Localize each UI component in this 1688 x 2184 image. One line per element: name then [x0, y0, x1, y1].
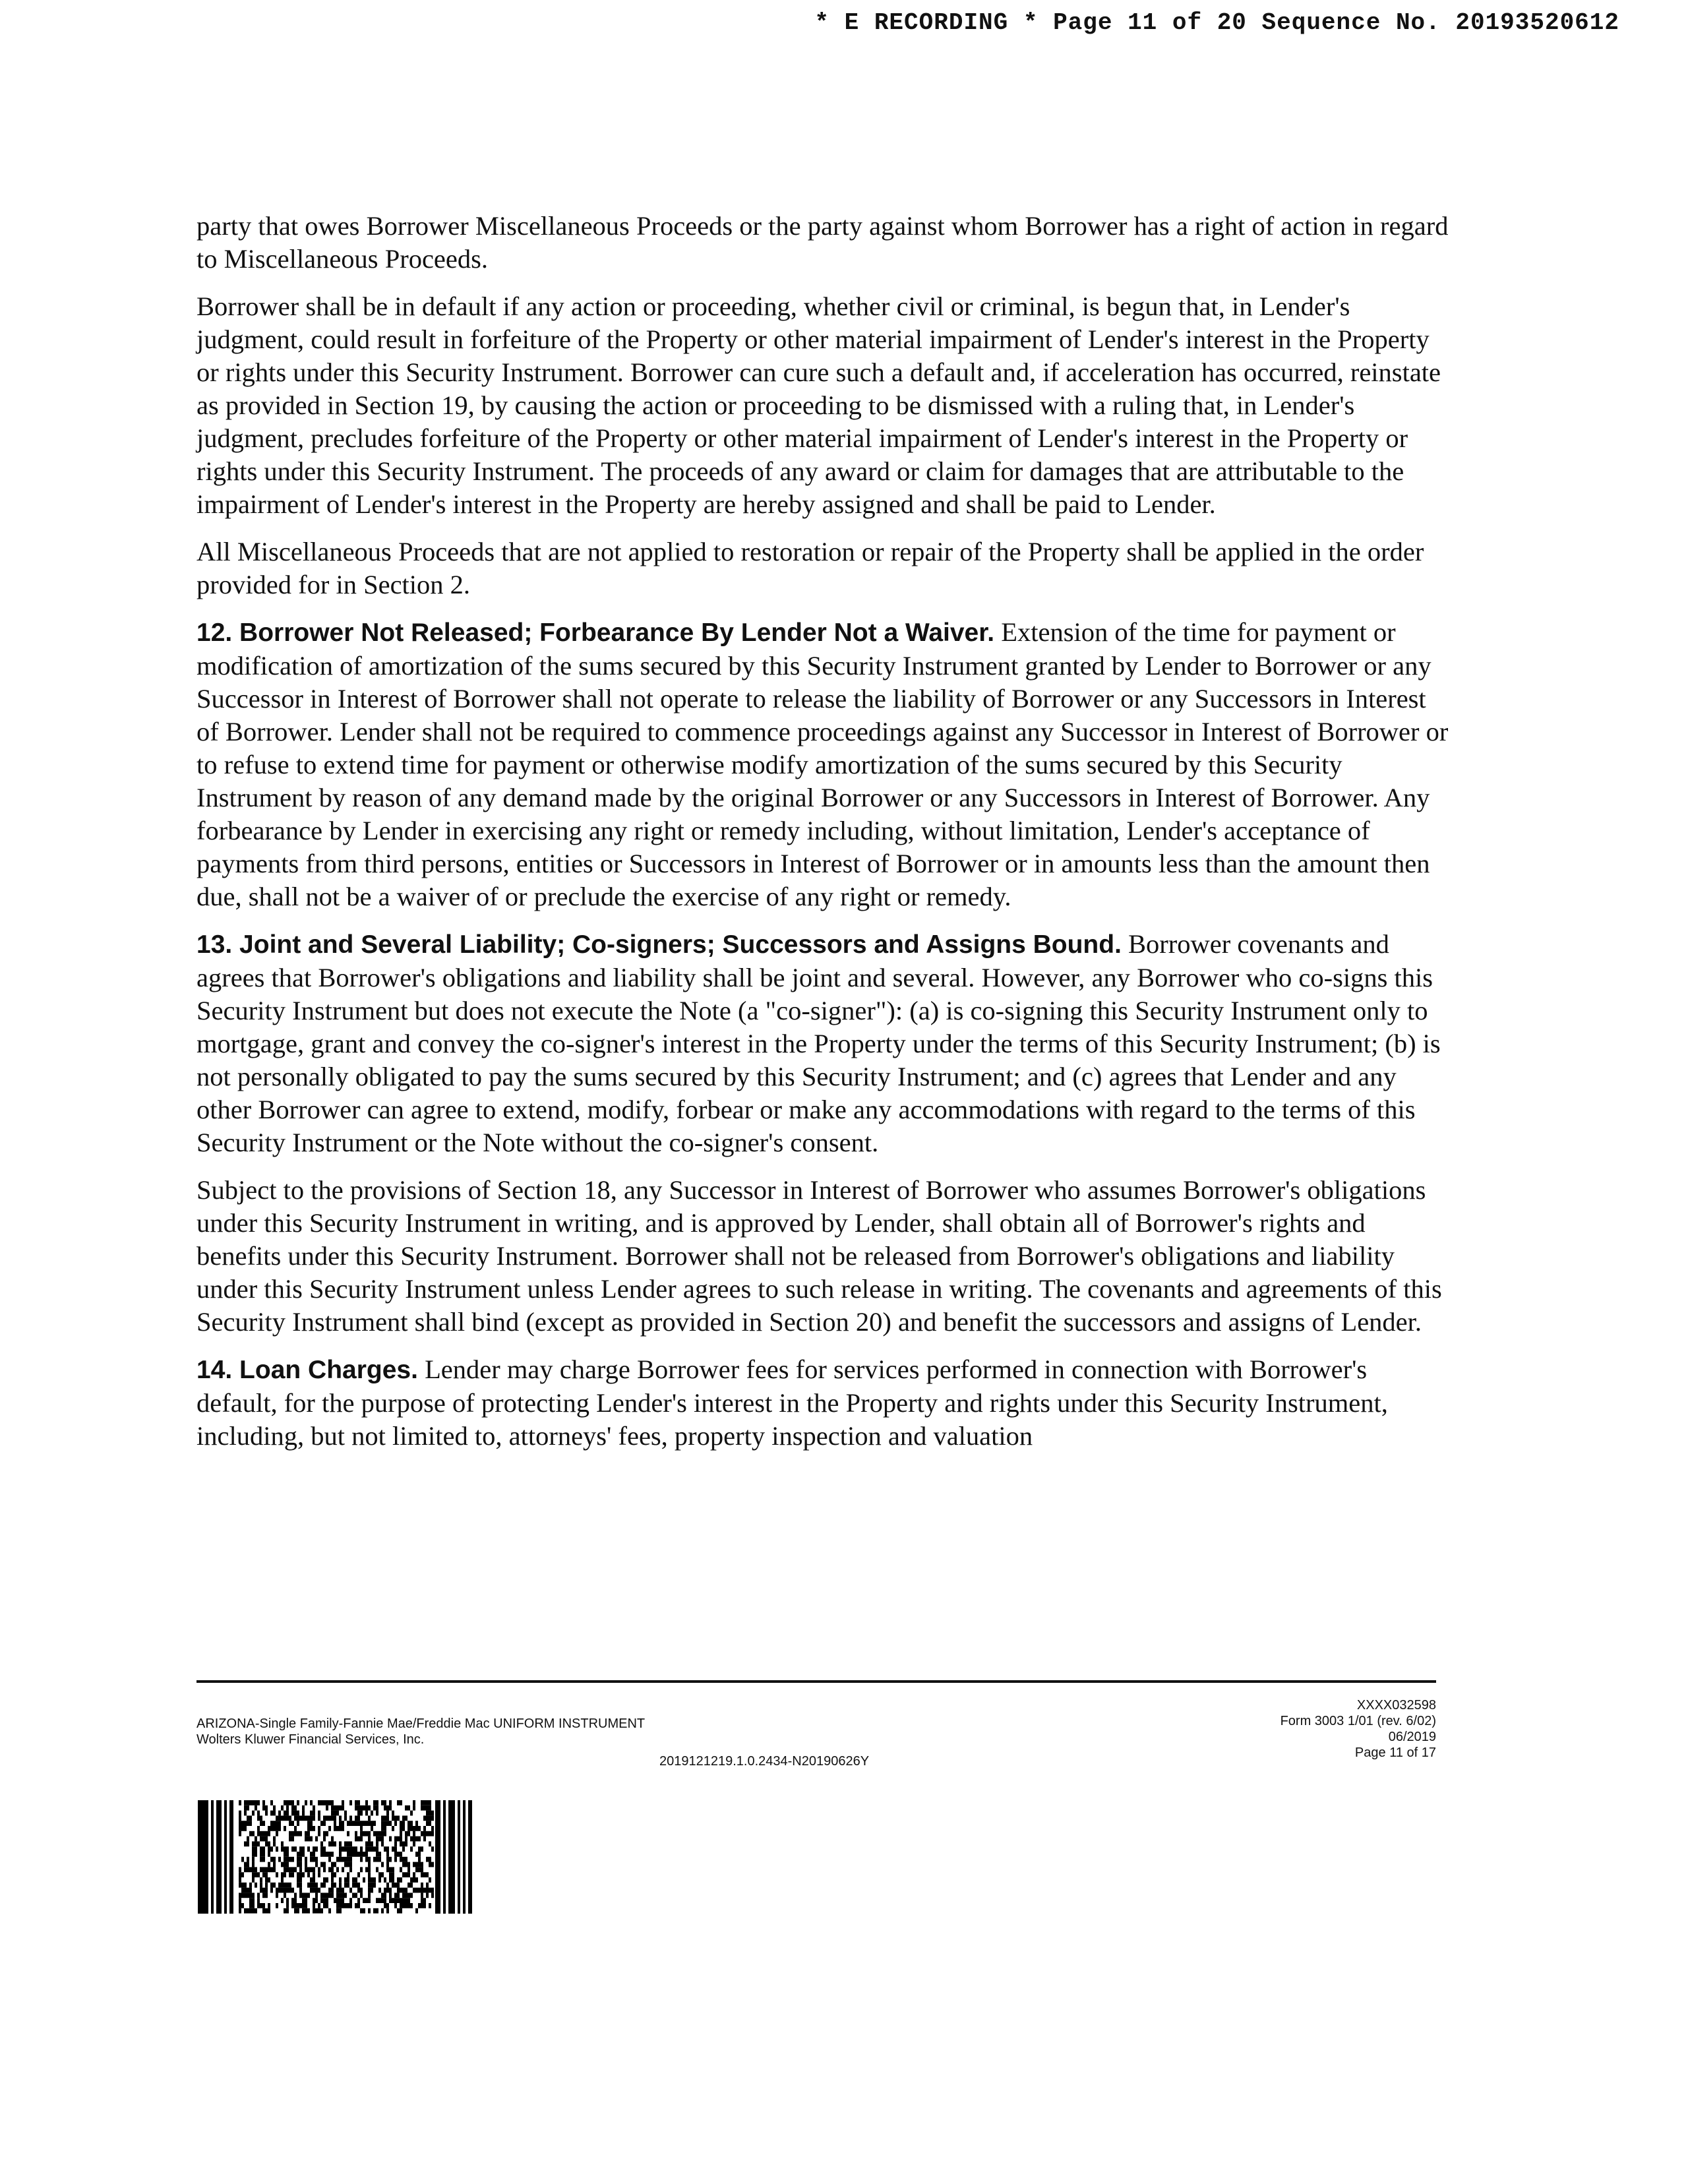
paragraph-successors: Subject to the provisions of Section 18, any Successor in Interest of Borrower who assumes Borrower's obligations under this Security Instrument in writing, and is approved by Lender, shall obtain all of Borrower's rights and benefits under this Security Instrument. Borrower shall not be released from Borrower's obligations and liability under this Security Instrument unless Lender agrees to such release in writing. The covenants and agreements of this Security Instrument shall bind (except as provided in Section 20) and benefit the successors and assigns of Lender. [196, 1175, 1442, 1337]
section-12 [196, 616, 1449, 913]
pdf417-barcode [198, 1800, 472, 1914]
footer-publisher: Wolters Kluwer Financial Services, Inc. [196, 1732, 425, 1747]
section-14-text: Lender may charge Borrower fees for services performed in connection with Borrower's default, for the purpose of protecting Lender's interest in the Property and rights under this Security Instrument, including, but not limited to, attorneys' fees, property inspection and valuation [196, 1354, 1388, 1451]
paragraph-misc-proceeds-order: All Miscellaneous Proceeds that are not applied to restoration or repair of the Property shall be applied in the order provided for in Section 2. [196, 537, 1424, 599]
section-13-title: 13. Joint and Several Liability; Co-signers; Successors and Assigns Bound. [196, 930, 1122, 959]
footer-divider [196, 1680, 1436, 1683]
section-13 [196, 928, 1449, 1159]
recording-header: * E RECORDING * Page 11 of 20 Sequence No. 20193520612 [814, 9, 1619, 36]
section-12-title: 12. Borrower Not Released; Forbearance By Lender Not a Waiver. [196, 619, 995, 647]
footer-page-number: Page 11 of 17 [1354, 1745, 1436, 1760]
section-13-text: Borrower covenants and agrees that Borrower's obligations and liability shall be joint and several. However, any Borrower who co-signs this Security Instrument but does not execute the Note (a "co-signer"): (a) is co-signing this Security Instrument only to mortgage, grant and convey the co-signer's interest in the Property under the terms of this Security Instrument; (b) is not personally obligated to pay the sums secured by this Security Instrument; and (c) agrees that Lender and any other Borrower can agree to extend, modify, forbear or make any accommodations with regard to the terms of this Security Instrument or the Note without the co-signer's consent. [196, 929, 1441, 1157]
footer-loan-id: XXXX032598 [1356, 1698, 1436, 1713]
paragraph-default-cure: Borrower shall be in default if any action or proceeding, whether civil or criminal, is begun that, in Lender's judgment, could result in forfeiture of the Property or other material impairment of Lender's interest in the Property or rights under this Security Instrument. Borrower can cure such a default and, if acceleration has occurred, reinstate as provided in Section 19, by causing the action or proceeding to be dismissed with a ruling that, in Lender's judgment, precludes forfeiture of the Property or other material impairment of Lender's interest in the Property or rights under this Security Instrument. The proceeds of any award or claim for damages that are attributable to the impairment of Lender's interest in the Property are hereby assigned and shall be paid to Lender. [196, 291, 1441, 519]
footer-form-details [1281, 1697, 1436, 1761]
footer-form-number: Form 3003 1/01 (rev. 6/02) [1280, 1714, 1436, 1728]
footer-document-code: 2019121219.1.0.2434-N20190626Y [659, 1754, 870, 1769]
footer-form-info [196, 1716, 645, 1747]
section-12-text: Extension of the time for payment or modification of amortization of the sums secured by this Security Instrument granted by Lender to Borrower or any Successor in Interest of Borrower shall not operate to release the liability of Borrower or any Successors in Interest of Borrower. Lender shall not be required to commence proceedings against any Successor in Interest of Borrower or to refuse to extend time for payment or otherwise modify amortization of the sums secured by this Security Instrument by reason of any demand made by the original Borrower or any Successors in Interest of Borrower. Any forbearance by Lender in exercising any right or remedy including, without limitation, Lender's acceptance of payments from third persons, entities or Successors in Interest of Borrower or in amounts less than the amount then due, shall not be a waiver of or preclude the exercise of any right or remedy. [196, 617, 1449, 911]
footer-revision-date: 06/2019 [1388, 1730, 1436, 1744]
section-14-title: 14. Loan Charges. [196, 1356, 418, 1384]
footer-instrument-name: ARIZONA-Single Family-Fannie Mae/Freddie Mac UNIFORM INSTRUMENT [196, 1716, 646, 1731]
document-body [196, 210, 1449, 1467]
section-14 [196, 1353, 1449, 1453]
paragraph-misc-proceeds-party: party that owes Borrower Miscellaneous Proceeds or the party against whom Borrower has a right of action in regard to Miscellaneous Proceeds. [196, 211, 1449, 274]
